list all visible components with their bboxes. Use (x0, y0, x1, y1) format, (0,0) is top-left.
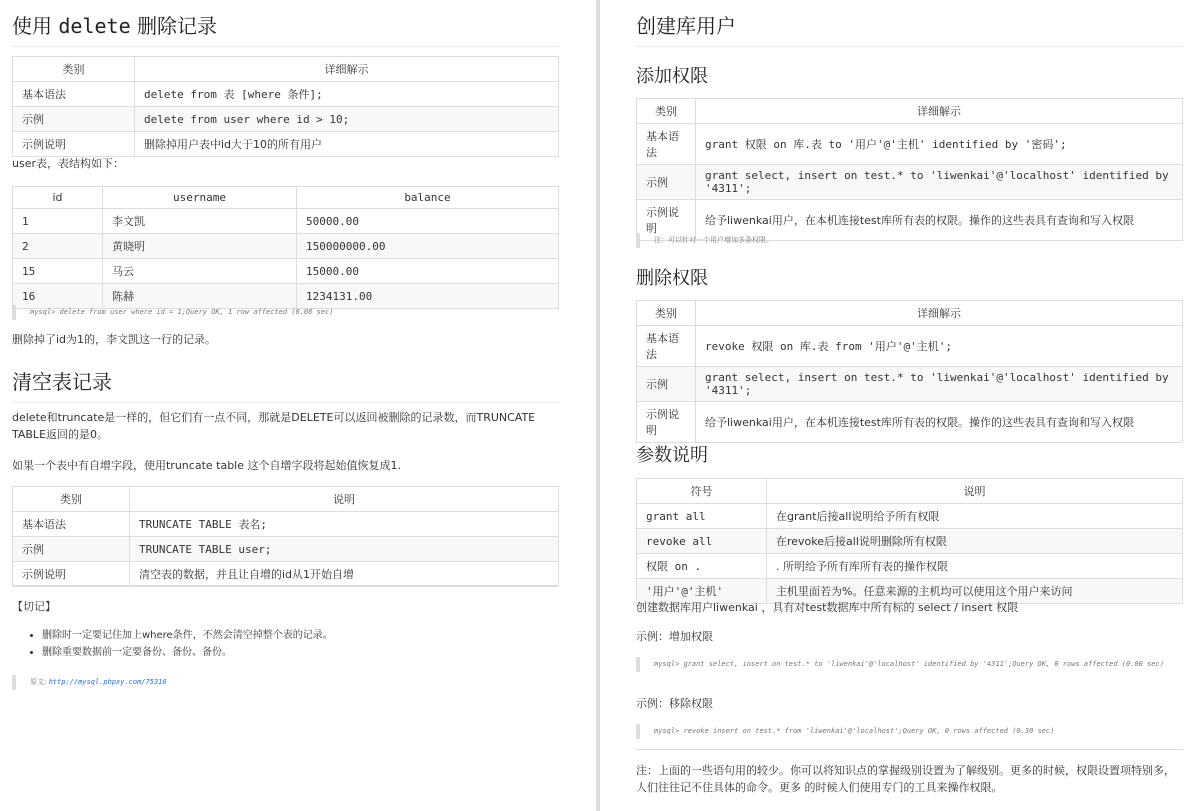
table-cell: 基本语法 (637, 326, 696, 367)
table-cell: 删除掉用户表中id大于10的所有用户 (135, 132, 559, 157)
table-cell: 示例说明 (637, 200, 696, 241)
revoke-example-quote: mysql> revoke insert on test.* from 'liwenkai'@'localhost';Query OK, 0 rows affected (0.30 sec) (636, 724, 1183, 739)
table-cell: 陈赫 (103, 284, 297, 309)
table-cell: 权限 on . (637, 554, 767, 579)
user-table (12, 186, 559, 309)
table-header: 详细解示 (696, 301, 1183, 326)
table-cell: 1 (13, 209, 103, 234)
grant-syntax-table (636, 98, 1183, 241)
revoke-permission-title: 删除权限 (636, 268, 708, 289)
left-column (12, 0, 559, 811)
table-cell: TRUNCATE TABLE 表名; (130, 512, 559, 537)
table-header: 符号 (637, 479, 767, 504)
create-user-title: 创建库用户 (636, 0, 1183, 47)
table-cell: delete from 表 [where 条件]; (135, 82, 559, 107)
table-header: 说明 (130, 487, 559, 512)
remember-title: 【切记】 (12, 600, 56, 613)
add-permission-title: 添加权限 (636, 66, 708, 87)
truncate-section-title: 清空表记录 (12, 356, 559, 403)
table-cell: 黄晓明 (103, 234, 297, 259)
list-item: • 删除重要数据前一定要备份、备份、备份。 (42, 644, 559, 661)
final-note: 注：上面的一些语句用的较少。你可以将知识点的掌握级别设置为了解级别。更多的时候，权限设置项特别多，人们往往记不住具体的命令。更多 的时候人们使用专门的工具来操作权限。 (636, 764, 1175, 794)
table-cell: 在grant后接all说明给予所有权限 (767, 504, 1183, 529)
param-title: 参数说明 (636, 445, 708, 466)
delete-section-title: 使用 delete 删除记录 (12, 0, 559, 47)
table-cell: grant all (637, 504, 767, 529)
divider-line (636, 749, 1183, 750)
table-cell: 基本语法 (13, 512, 130, 537)
table-cell: 1234131.00 (297, 284, 559, 309)
table-cell: 马云 (103, 259, 297, 284)
list-item: • 删除时一定要记住加上where条件，不然会清空掉整个表的记录。 (42, 627, 559, 644)
table-cell: 示例说明 (13, 132, 135, 157)
table-header: 类别 (637, 99, 696, 124)
table-cell: 2 (13, 234, 103, 259)
revoke-syntax-table (636, 300, 1183, 443)
table-cell: 主机里面若为%。任意来源的主机均可以使用这个用户来访问 (767, 579, 1183, 604)
table-cell: 15 (13, 259, 103, 284)
table-cell: 15000.00 (297, 259, 559, 284)
table-cell: grant select, insert on test.* to 'liwenkai'@'localhost' identified by '4311'; (696, 367, 1183, 402)
delete-result-quote: mysql> delete from user where id = 1;Query OK, 1 row affected (0.08 sec) (12, 305, 559, 320)
table-header: 说明 (767, 479, 1183, 504)
source-link[interactable]: http://mysql.phpxy.com/75316 (48, 678, 167, 686)
table-cell: . 所明给予所有库所有表的操作权限 (767, 554, 1183, 579)
user-table-intro: user表，表结构如下： (12, 157, 124, 170)
table-cell: 示例说明 (637, 402, 696, 443)
table-cell: 示例 (13, 107, 135, 132)
table-cell: 给予liwenkai用户，在本机连接test库所有表的权限。操作的这些表具有查询和写入权限 (696, 402, 1183, 443)
remember-list (12, 627, 559, 661)
table-cell: 示例 (13, 537, 130, 562)
after-delete-text: 删除掉了id为1的，李文凯这一行的记录。 (12, 333, 217, 346)
param-table (636, 478, 1183, 604)
table-header: balance (297, 187, 559, 209)
table-cell: 清空表的数据，并且让自增的id从1开始自增 (130, 562, 559, 587)
table-cell: 李文凯 (103, 209, 297, 234)
grant-example-quote: mysql> grant select, insert on test.* to 'liwenkai'@'localhost' identified by '4311';Query OK, 0 rows affected (0.00 sec) (636, 657, 1183, 672)
table-header: 类别 (13, 57, 135, 82)
table-cell: grant 权限 on 库.表 to '用户'@'主机' identified by '密码'; (696, 124, 1183, 165)
table-cell: grant select, insert on test.* to 'liwenkai'@'localhost' identified by '4311'; (696, 165, 1183, 200)
right-column (636, 0, 1183, 811)
table-header: id (13, 187, 103, 209)
table-cell: 50000.00 (297, 209, 559, 234)
table-header: 详细解示 (696, 99, 1183, 124)
table-cell: 150000000.00 (297, 234, 559, 259)
table-cell: delete from user where id > 10; (135, 107, 559, 132)
table-cell: '用户'@'主机' (637, 579, 767, 604)
table-cell: revoke all (637, 529, 767, 554)
table-cell: 给予liwenkai用户，在本机连接test库所有表的权限。操作的这些表具有查询和写入权限 (696, 200, 1183, 241)
truncate-syntax-table (12, 486, 559, 587)
truncate-para-2: 如果一个表中有自增字段，使用truncate table 这个自增字段将起始值恢复成1. (12, 459, 401, 472)
truncate-para-1: delete和truncate是一样的，但它们有一点不同，那就是DELETE可以返回被删除的记录数，而TRUNCATE TABLE返回的是0。 (12, 411, 536, 441)
grant-note-quote: 注：可以针对一个用户增加多条权限。 (636, 233, 1183, 248)
divider-line (12, 585, 559, 586)
source-quote (12, 675, 559, 690)
table-header: 类别 (13, 487, 130, 512)
source-label: 原文: (30, 678, 47, 686)
table-header: 类别 (637, 301, 696, 326)
table-cell: 示例 (637, 367, 696, 402)
example-add-label: 示例：增加权限 (636, 630, 713, 643)
table-cell: revoke 权限 on 库.表 from '用户'@'主机'; (696, 326, 1183, 367)
table-cell: 16 (13, 284, 103, 309)
column-divider (596, 0, 600, 811)
table-cell: 在revoke后接all说明删除所有权限 (767, 529, 1183, 554)
table-header: 详细解示 (135, 57, 559, 82)
example-remove-label: 示例：移除权限 (636, 697, 713, 710)
table-cell: 示例 (637, 165, 696, 200)
table-header: username (103, 187, 297, 209)
delete-syntax-table (12, 56, 559, 157)
table-cell: TRUNCATE TABLE user; (130, 537, 559, 562)
table-cell: 基本语法 (637, 124, 696, 165)
table-cell: 示例说明 (13, 562, 130, 587)
table-cell: 基本语法 (13, 82, 135, 107)
create-user-text: 创建数据库用户liwenkai ，具有对test数据库中所有标的 select / insert 权限 (636, 601, 1019, 614)
